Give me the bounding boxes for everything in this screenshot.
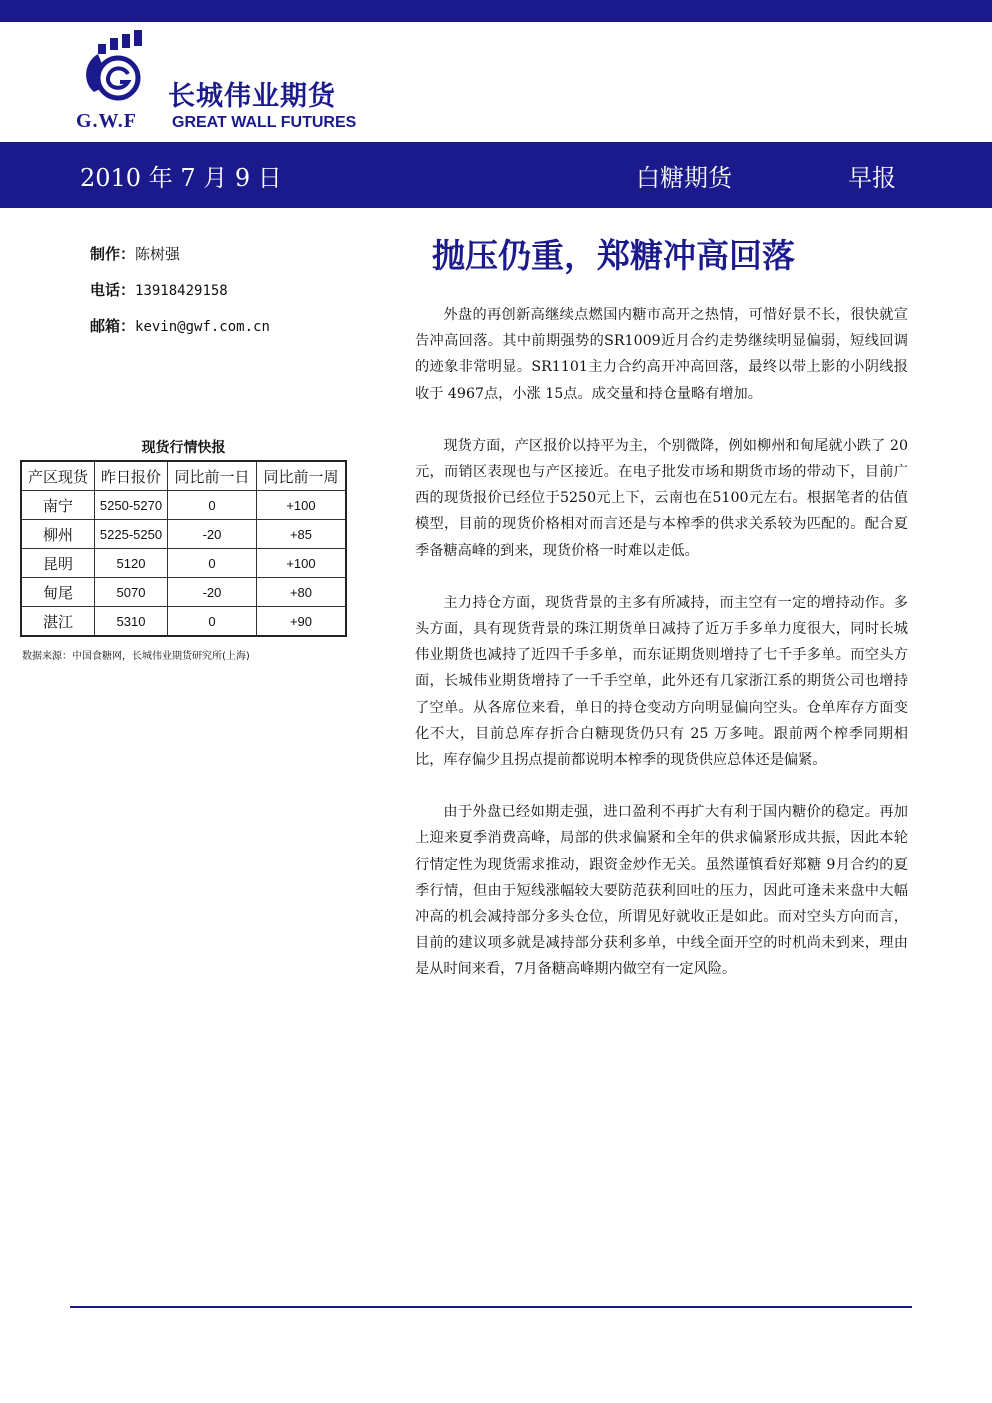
- region-cell: 南宁: [21, 491, 95, 520]
- table-row: [21, 491, 346, 520]
- email-address[interactable]: kevin@gwf.com.cn: [135, 319, 270, 335]
- day-change-cell: -20: [168, 520, 257, 549]
- phone-line: [90, 279, 228, 300]
- spot-table-title: 现货行情快报: [141, 440, 226, 456]
- article-paragraph: 主力持仓方面，现货背景的主多有所减持，而主空有一定的增持动作。多头方面，具有现货背景的珠江期货单日减持了近万手多单力度很大，同时长城伟业期货也减持了近四千手多单，而东证期货则增持了七千手多单。而空头方面，长城伟业期货增持了一千手空单，此外还有几家浙江系的期货公司也增持了空单。从各席位来看，单日的持仓变动方向明显偏向空头。仓单库存方面变化不大，目前总库存折合白糖现货仍只有 25 万多吨。跟前两个榨季同期相比，库存偏少且拐点提前都说明本榨季的现货供应总体还是偏紧。: [415, 594, 908, 769]
- region-cell: 湛江: [21, 607, 95, 637]
- great-wall-logo-icon: [76, 30, 166, 110]
- week-change-cell: +100: [257, 491, 347, 520]
- day-change-cell: 0: [168, 549, 257, 578]
- spot-price-table: [20, 460, 347, 637]
- report-date: 2010 年 7 月 9 日: [80, 164, 282, 192]
- report-type: 早报: [848, 164, 896, 192]
- column-header: 同比前一日: [168, 461, 257, 491]
- article-paragraph: 外盘的再创新高继续点燃国内糖市高开之热情，可惜好景不长，很快就宣告冲高回落。其中前期强势的SR1009近月合约走势继续明显偏弱，短线回调的迹象非常明显。SR1101主力合约高开冲高回落，最终以带上影的小阴线报收于 4967点，小涨 15点。成交量和持仓量略有增加。: [415, 307, 908, 402]
- column-header: 同比前一周: [257, 461, 347, 491]
- region-cell: 昆明: [21, 549, 95, 578]
- price-cell: 5310: [95, 607, 168, 637]
- column-header: 昨日报价: [95, 461, 168, 491]
- table-row: [21, 578, 346, 607]
- price-cell: 5250-5270: [95, 491, 168, 520]
- top-color-bar: [0, 0, 992, 22]
- article-paragraph: 现货方面，产区报价以持平为主，个别微降，例如柳州和甸尾就小跌了 20元，而销区表现也与产区接近。在电子批发市场和期货市场的带动下，目前广西的现货报价已经位于5250元上下，云南也在5100元左右。根据笔者的估值模型，目前的现货价格相对而言还是与本榨季的供求关系较为匹配的。配合夏季备糖高峰的到来，现货价格一时难以走低。: [415, 437, 908, 559]
- price-cell: 5225-5250: [95, 520, 168, 549]
- article-headline: 抛压仍重，郑糖冲高回落: [432, 236, 795, 275]
- email-label: 邮箱：: [90, 317, 136, 335]
- report-category: 白糖期货: [636, 164, 732, 192]
- week-change-cell: +90: [257, 607, 347, 637]
- author-line: [90, 243, 180, 264]
- brand-name-cn: 长城伟业期货: [168, 81, 336, 112]
- header-band: [0, 142, 992, 208]
- day-change-cell: 0: [168, 607, 257, 637]
- day-change-cell: 0: [168, 491, 257, 520]
- phone-label: 电话：: [90, 281, 136, 299]
- table-row: [21, 520, 346, 549]
- email-line: [90, 315, 270, 336]
- week-change-cell: +85: [257, 520, 347, 549]
- region-cell: 柳州: [21, 520, 95, 549]
- footer-divider: [70, 1306, 912, 1308]
- week-change-cell: +80: [257, 578, 347, 607]
- article-paragraph: 由于外盘已经如期走强，进口盈利不再扩大有利于国内糖价的稳定。再加上迎来夏季消费高峰，局部的供求偏紧和全年的供求偏紧形成共振，因此本轮行情定性为现货需求推动，跟资金炒作无关。虽然谨慎看好郑糖 9月合约的夏季行情，但由于短线涨幅较大要防范获利回吐的压力，因此可逢未来盘中大幅冲高的机会减持部分多头仓位，所谓见好就收正是如此。而对空头方向而言，目前的建议项多就是减持部分获利多单，中线全面开空的时机尚未到来，理由是从时间来看，7月备糖高峰期内做空有一定风险。: [415, 804, 908, 978]
- week-change-cell: +100: [257, 549, 347, 578]
- phone-number: 13918429158: [135, 283, 228, 299]
- author-label: 制作：: [90, 245, 136, 263]
- article-body: [415, 302, 908, 1009]
- price-cell: 5120: [95, 549, 168, 578]
- column-header: 产区现货: [21, 461, 95, 491]
- company-logo: [76, 30, 366, 134]
- table-header-row: [21, 461, 346, 491]
- brand-abbreviation: G.W.F: [76, 110, 137, 132]
- table-row: [21, 607, 346, 637]
- region-cell: 甸尾: [21, 578, 95, 607]
- table-row: [21, 549, 346, 578]
- brand-name-en: GREAT WALL FUTURES: [172, 114, 357, 131]
- day-change-cell: -20: [168, 578, 257, 607]
- author-name: 陈树强: [135, 245, 181, 263]
- data-source-note: 数据来源：中国食糖网，长城伟业期货研究所(上海): [22, 651, 250, 662]
- price-cell: 5070: [95, 578, 168, 607]
